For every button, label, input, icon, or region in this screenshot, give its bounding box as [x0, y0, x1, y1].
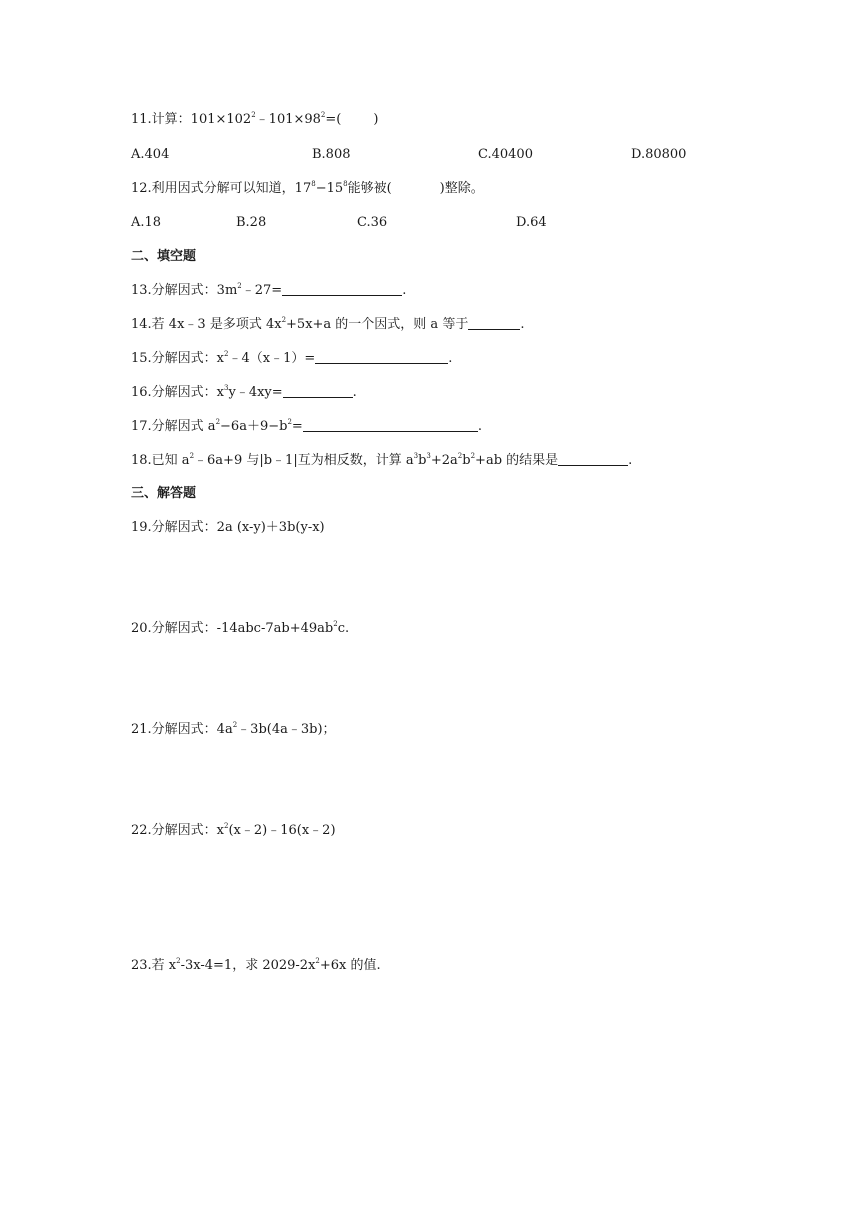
question-21: 21.分解因式：$4a^2﹣3b(4a﹣3b)$；	[131, 721, 336, 737]
q12-option-c: C.36	[357, 215, 388, 230]
question-22: 22.分解因式：$x^2(x﹣2)﹣16(x﹣2)$	[131, 822, 336, 838]
q11-option-b: B.808	[312, 147, 351, 162]
question-13: 13.分解因式：$3m^2﹣27=$ .	[131, 282, 407, 298]
q12-option-a: A.18	[131, 215, 162, 230]
answer-blank	[558, 453, 628, 466]
question-23: 23.若 $x^2-3x-4=1$，求 $2029-2x^2+6x$ 的值.	[131, 957, 381, 973]
answer-blank	[315, 351, 448, 364]
q11-option-c: C.40400	[478, 147, 533, 162]
question-19: 19.分解因式：2a (x-y)＋3b(y-x)	[131, 520, 325, 535]
question-14: 14.若 4x﹣3 是多项式 $4x^2+5x+a$ 的一个因式，则 a 等于 .	[131, 316, 525, 332]
answer-blank	[468, 317, 520, 330]
question-12: 12.利用因式分解可以知道，$17^8-15^8$能够被( )整除。	[131, 180, 484, 196]
section-heading-fill-in: 二、填空题	[131, 249, 197, 264]
q12-option-d: D.64	[516, 215, 547, 230]
q12-option-b: B.28	[236, 215, 267, 230]
question-17: 17.分解因式 $a^2-6a+9-b^2=$ .	[131, 418, 482, 434]
question-20: 20.分解因式：$-14abc-7ab+49ab^2c$.	[131, 620, 350, 636]
question-15: 15.分解因式：$x^2﹣4(x﹣1)=$ .	[131, 350, 453, 366]
answer-blank	[303, 419, 478, 432]
question-18: 18.已知 $a^2﹣6a+9$ 与|b﹣1|互为相反数，计算 $a^3b^3+2a^2b^2+ab$ 的结果是 .	[131, 452, 633, 468]
section-heading-solve: 三、解答题	[131, 486, 197, 501]
answer-blank	[282, 283, 402, 296]
question-11: 11.计算：$101\times 102^2﹣101\times 98^2=$( )	[131, 111, 379, 127]
question-16: 16.分解因式：$x^3y﹣4xy=$ .	[131, 384, 357, 400]
q11-option-d: D.80800	[631, 147, 687, 162]
answer-blank	[283, 385, 353, 398]
q11-option-a: A.404	[131, 147, 170, 162]
